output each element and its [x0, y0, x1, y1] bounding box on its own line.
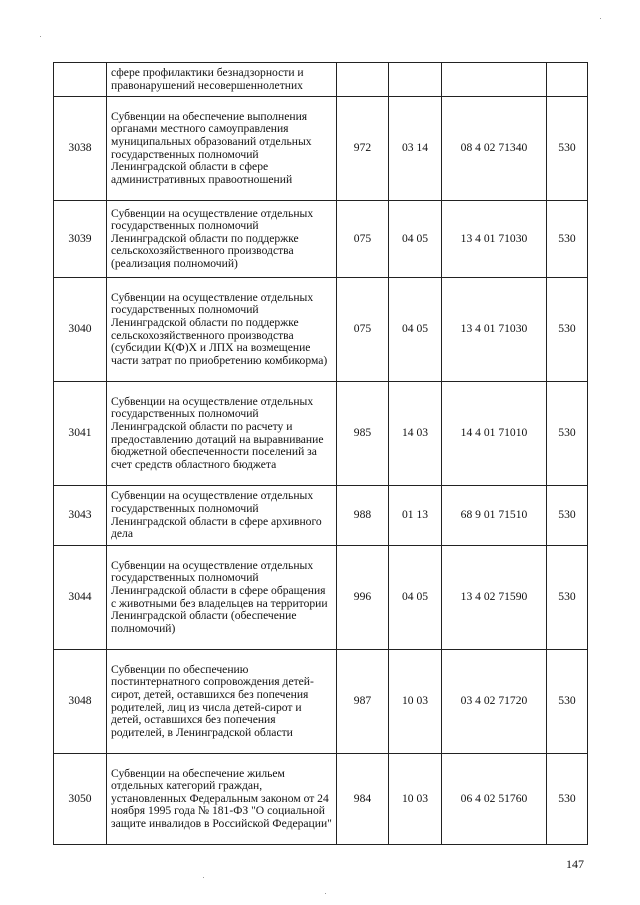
scan-speck: [325, 893, 326, 894]
cell-code: 3039: [54, 201, 107, 278]
table-row: [54, 546, 588, 650]
table-row: [54, 754, 588, 845]
cell-expense-type: 530: [547, 201, 588, 278]
cell-expense-type: 530: [547, 382, 588, 486]
cell-ministry: 996: [337, 546, 389, 650]
cell-description: Субвенции по обеспечению постинтернатного сопровождения детей-сирот, детей, оставшихся без попечения родителей, лиц из числа детей-сирот и детей, оставшихся без попечения родителей, в Ленинградской области: [107, 650, 337, 754]
scan-speck: [40, 36, 41, 37]
cell-ministry: [337, 63, 389, 97]
cell-expense-type: 530: [547, 650, 588, 754]
cell-target-article: 14 4 01 71010: [442, 382, 547, 486]
cell-expense-type: 530: [547, 754, 588, 845]
cell-section: [389, 63, 442, 97]
table-row: [54, 486, 588, 546]
cell-code: 3044: [54, 546, 107, 650]
cell-target-article: 08 4 02 71340: [442, 97, 547, 201]
cell-ministry: 988: [337, 486, 389, 546]
cell-code: 3038: [54, 97, 107, 201]
cell-expense-type: 530: [547, 486, 588, 546]
table-row: [54, 97, 588, 201]
cell-expense-type: [547, 63, 588, 97]
table-row: [54, 201, 588, 278]
cell-code: 3040: [54, 278, 107, 382]
cell-ministry: 075: [337, 201, 389, 278]
cell-target-article: 13 4 01 71030: [442, 278, 547, 382]
cell-section: 10 03: [389, 754, 442, 845]
cell-code: 3048: [54, 650, 107, 754]
budget-table: [53, 62, 588, 845]
cell-section: 04 05: [389, 201, 442, 278]
table-row: [54, 382, 588, 486]
table-row: [54, 278, 588, 382]
cell-target-article: 06 4 02 51760: [442, 754, 547, 845]
cell-expense-type: 530: [547, 97, 588, 201]
cell-section: 03 14: [389, 97, 442, 201]
cell-target-article: 68 9 01 71510: [442, 486, 547, 546]
cell-description: Субвенции на обеспечение выполнения органами местного самоуправления муниципальных образований отдельных государственных полномочий Ленинградской области в сфере административных правоотношений: [107, 97, 337, 201]
cell-target-article: 13 4 01 71030: [442, 201, 547, 278]
cell-section: 04 05: [389, 278, 442, 382]
cell-section: 10 03: [389, 650, 442, 754]
cell-description: сфере профилактики безнадзорности и правонарушений несовершеннолетних: [107, 63, 337, 97]
cell-section: 14 03: [389, 382, 442, 486]
cell-code: 3050: [54, 754, 107, 845]
table-row: [54, 63, 588, 97]
cell-ministry: 985: [337, 382, 389, 486]
page-number: 147: [566, 857, 584, 871]
cell-target-article: 03 4 02 71720: [442, 650, 547, 754]
table-row: [54, 650, 588, 754]
cell-target-article: [442, 63, 547, 97]
cell-code: [54, 63, 107, 97]
cell-ministry: 075: [337, 278, 389, 382]
cell-section: 01 13: [389, 486, 442, 546]
table-body: [54, 63, 588, 845]
cell-section: 04 05: [389, 546, 442, 650]
scan-speck: [600, 18, 601, 19]
cell-expense-type: 530: [547, 546, 588, 650]
cell-ministry: 972: [337, 97, 389, 201]
cell-ministry: 984: [337, 754, 389, 845]
cell-expense-type: 530: [547, 278, 588, 382]
cell-target-article: 13 4 02 71590: [442, 546, 547, 650]
cell-description: Субвенции на осуществление отдельных государственных полномочий Ленинградской области по поддержке сельскохозяйственного производства (реализация полномочий): [107, 201, 337, 278]
cell-description: Субвенции на осуществление отдельных государственных полномочий Ленинградской области по поддержке сельскохозяйственного производства (субсидии К(Ф)Х и ЛПХ на возмещение части затрат по приобретению комбикорма): [107, 278, 337, 382]
cell-code: 3041: [54, 382, 107, 486]
cell-description: Субвенции на осуществление отдельных государственных полномочий Ленинградской области в сфере архивного дела: [107, 486, 337, 546]
cell-description: Субвенции на обеспечение жильем отдельных категорий граждан, установленных Федеральным законом от 24 ноября 1995 года № 181-ФЗ "О социальной защите инвалидов в Российской Федерации": [107, 754, 337, 845]
scan-speck: [203, 877, 204, 878]
cell-description: Субвенции на осуществление отдельных государственных полномочий Ленинградской области в сфере обращения с животными без владельцев на территории Ленинградской области (обеспечение полномочий): [107, 546, 337, 650]
cell-description: Субвенции на осуществление отдельных государственных полномочий Ленинградской области по расчету и предоставлению дотаций на выравнивание бюджетной обеспеченности поселений за счет средств областного бюджета: [107, 382, 337, 486]
cell-ministry: 987: [337, 650, 389, 754]
cell-code: 3043: [54, 486, 107, 546]
